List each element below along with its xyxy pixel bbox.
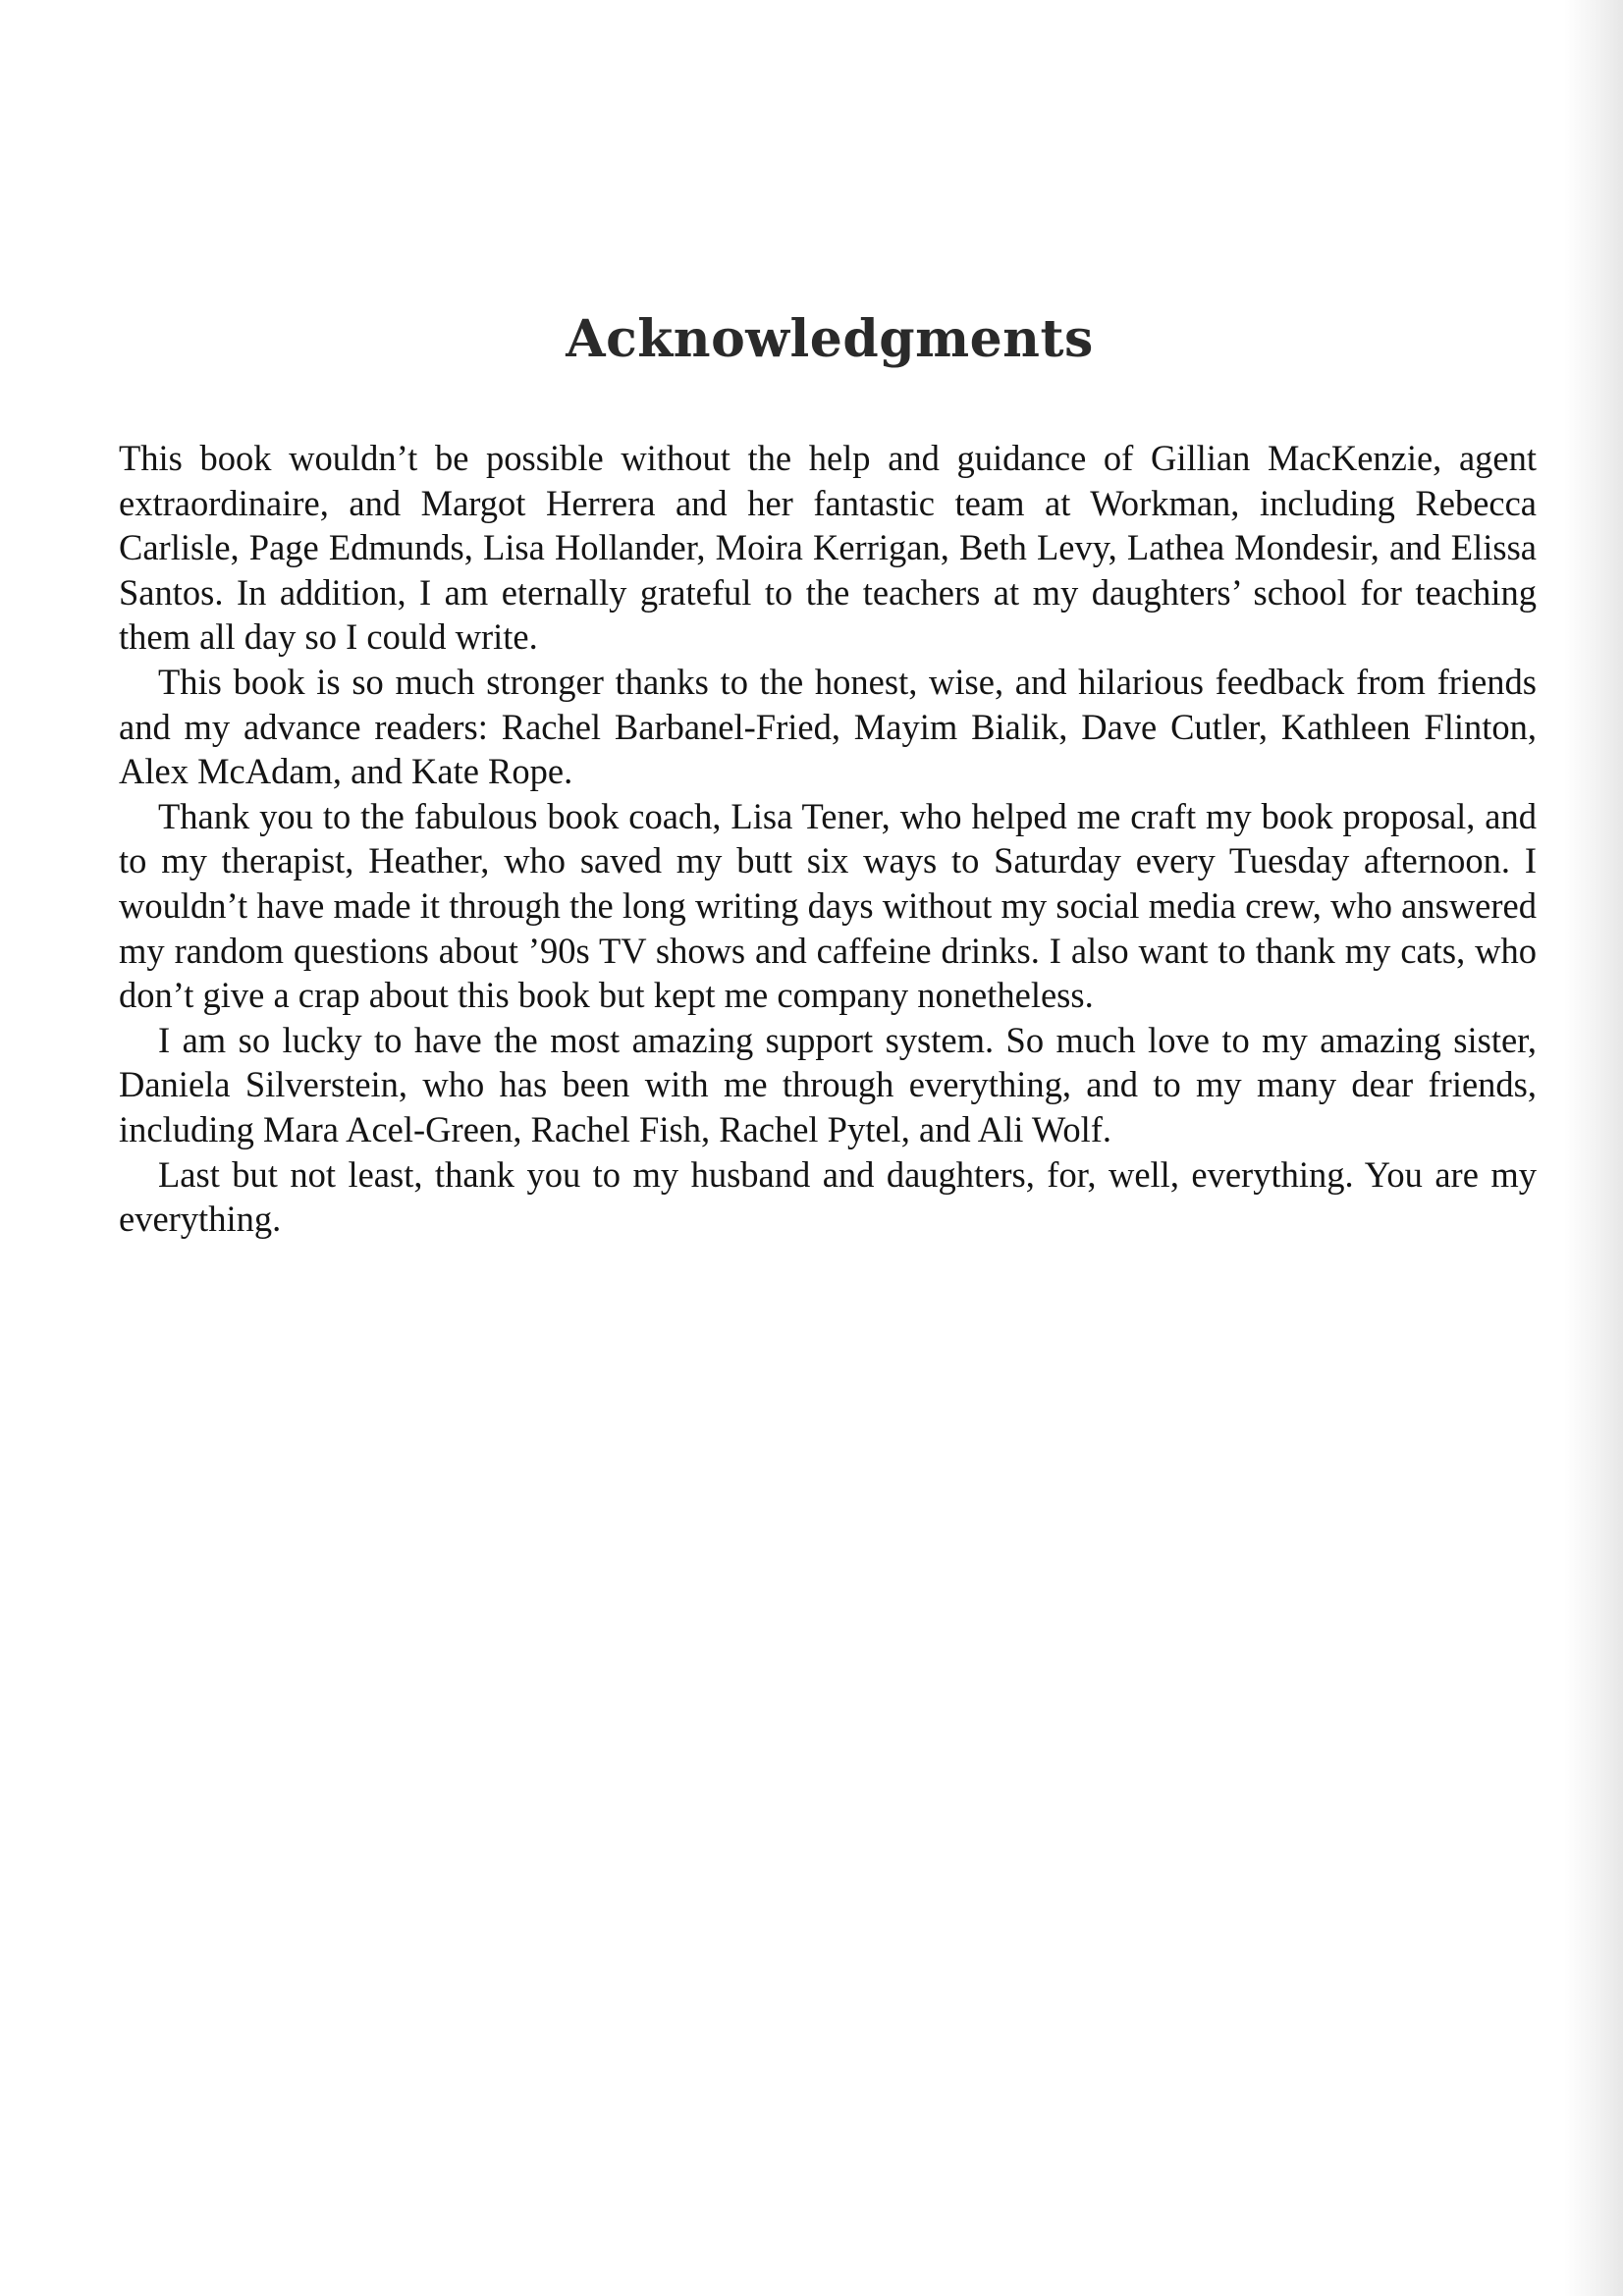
page-title: Acknowledgments	[566, 309, 1094, 369]
paragraph-5: Last but not least, thank you to my husband and daughters, for, well, everything. You are my everything.	[119, 1153, 1537, 1240]
acknowledgments-body	[119, 436, 1537, 1242]
paragraph-3: Thank you to the fabulous book coach, Lisa Tener, who helped me craft my book proposal, and to my therapist, Heather, who saved my butt six ways to Saturday every Tuesday afternoon. I wouldn’t have made it through the long writing days without my social media crew, who answered my random questions about ’90s TV shows and caffeine drinks. I also want to thank my cats, who don’t give a crap about this book but kept me company nonetheless.	[119, 795, 1537, 1016]
paragraph-4: I am so lucky to have the most amazing support system. So much love to my amazing sister, Daniela Silverstein, who has been with me through everything, and to my many dear friends, including Mara Acel-Green, Rachel Fish, Rachel Pytel, and Ali Wolf.	[119, 1019, 1537, 1149]
paragraph-1: This book wouldn’t be possible without the help and guidance of Gillian MacKenzie, agent extraordinaire, and Margot Herrera and her fantastic team at Workman, including Rebecca Carlisle, Page Edmunds, Lisa Hollander, Moira Kerrigan, Beth Levy, Lathea Mondesir, and Elissa Santos. In addition, I am eternally grateful to the teachers at my daughters’ school for teaching them all day so I could write.	[119, 438, 1537, 658]
paragraph-2: This book is so much stronger thanks to the honest, wise, and hilarious feedback from friends and my advance readers: Rachel Barbanel-Fried, Mayim Bialik, Dave Cutler, Kathleen Flinton, Alex McAdam, and Kate Rope.	[119, 661, 1537, 792]
